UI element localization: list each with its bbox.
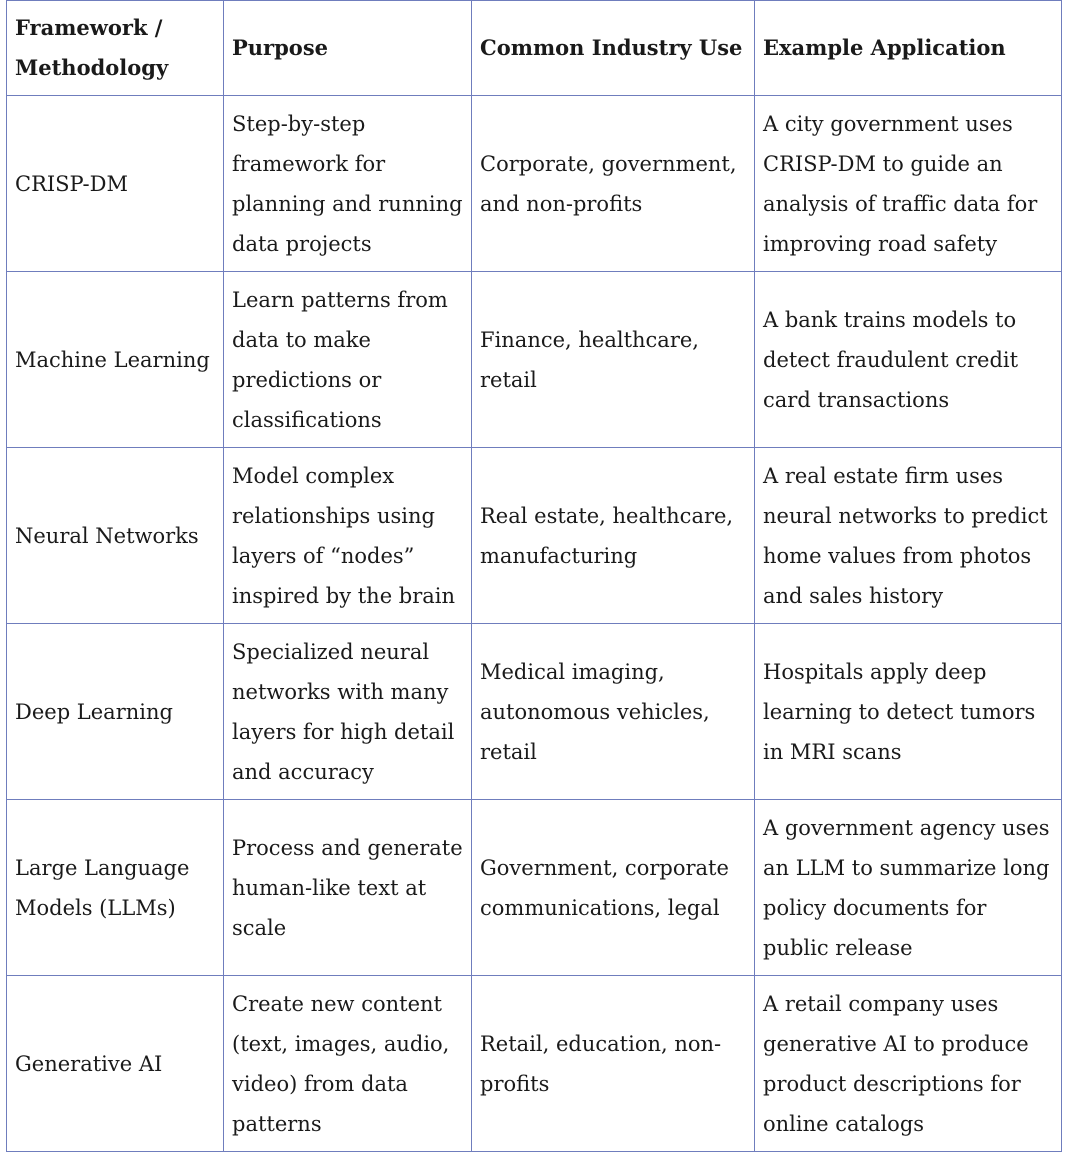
cell-framework: Machine Learning: [7, 272, 224, 448]
cell-purpose: Process and generate human-like text at scale: [224, 800, 472, 976]
cell-framework: Generative AI: [7, 976, 224, 1152]
frameworks-table: [6, 0, 1062, 1152]
header-row: [7, 1, 1062, 96]
cell-industry-use: Corporate, government, and non-profits: [472, 96, 755, 272]
cell-purpose: Learn patterns from data to make predictions or classifications: [224, 272, 472, 448]
cell-industry-use: Retail, education, non-profits: [472, 976, 755, 1152]
table-row: [7, 976, 1062, 1152]
table-row: [7, 624, 1062, 800]
cell-example-application: A real estate firm uses neural networks to predict home values from photos and sales history: [755, 448, 1062, 624]
cell-purpose: Model complex relationships using layers of “nodes” inspired by the brain: [224, 448, 472, 624]
cell-framework: CRISP-DM: [7, 96, 224, 272]
cell-purpose: Specialized neural networks with many layers for high detail and accuracy: [224, 624, 472, 800]
cell-framework: Neural Networks: [7, 448, 224, 624]
cell-industry-use: Medical imaging, autonomous vehicles, retail: [472, 624, 755, 800]
cell-example-application: A retail company uses generative AI to produce product descriptions for online catalogs: [755, 976, 1062, 1152]
cell-framework: Large Language Models (LLMs): [7, 800, 224, 976]
table-row: [7, 272, 1062, 448]
cell-industry-use: Finance, healthcare, retail: [472, 272, 755, 448]
cell-example-application: A bank trains models to detect fraudulent credit card transactions: [755, 272, 1062, 448]
table-row: [7, 800, 1062, 976]
cell-example-application: Hospitals apply deep learning to detect tumors in MRI scans: [755, 624, 1062, 800]
cell-industry-use: Government, corporate communications, legal: [472, 800, 755, 976]
cell-framework: Deep Learning: [7, 624, 224, 800]
table-row: [7, 96, 1062, 272]
cell-purpose: Create new content (text, images, audio, video) from data patterns: [224, 976, 472, 1152]
cell-industry-use: Real estate, healthcare, manufacturing: [472, 448, 755, 624]
cell-purpose: Step-by-step framework for planning and running data projects: [224, 96, 472, 272]
table-row: [7, 448, 1062, 624]
cell-example-application: A government agency uses an LLM to summarize long policy documents for public release: [755, 800, 1062, 976]
header-framework: Framework / Methodology: [7, 1, 224, 96]
header-purpose: Purpose: [224, 1, 472, 96]
header-industry-use: Common Industry Use: [472, 1, 755, 96]
header-example-application: Example Application: [755, 1, 1062, 96]
cell-example-application: A city government uses CRISP-DM to guide an analysis of traffic data for improving road safety: [755, 96, 1062, 272]
